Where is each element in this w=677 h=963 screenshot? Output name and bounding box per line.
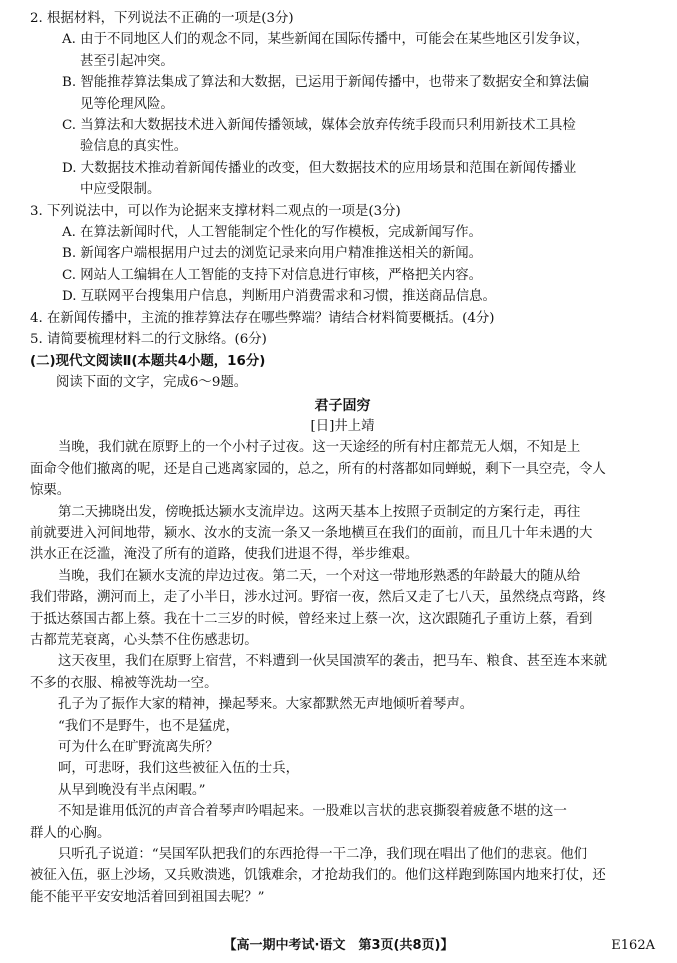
paragraph-2-line-2: 前就要进入河间地带，颍水、汝水的支流一条又一条地横亘在我们的面前，而且几十年未遇的大 [30,525,593,541]
paragraph-6-line-2: 群人的心胸。 [30,825,111,841]
q3-option-c: C. 网站人工编辑在人工智能的支持下对信息进行审核，严格把关内容。 [62,267,482,283]
paragraph-1-line-2: 面命令他们撤离的呢，还是自己逃离家园的，总之，所有的村落都如同蝉蜕，剩下一具空壳，令人 [30,461,606,477]
paragraph-3-line-2: 我们带路，溯河而上，走了小半日，涉水过河。野宿一夜，然后又走了七八天，虽然绕点弯路，终 [30,590,606,606]
q3-option-b: B. 新闻客户端根据用户过去的浏览记录来向用户精准推送相关的新闻。 [62,246,483,262]
q2-option-a: A. 由于不同地区人们的观念不同，某些新闻在国际传播中，可能会在某些地区引发争议， [62,32,590,48]
paragraph-4-line-1: 这天夜里，我们在原野上宿营，不料遭到一伙吴国溃军的袭击，把马车、粮食、甚至连本来就 [58,654,608,670]
song-line-4: 从早到晚没有半点闲暇。” [58,782,206,798]
q2-option-c-cont: 验信息的真实性。 [80,139,188,155]
passage-title: 君子固穷 [314,398,371,415]
q4-stem: 4. 在新闻传播中，主流的推荐算法存在哪些弊端？请结合材料简要概括。(4分) [30,310,495,326]
song-line-2: 可为什么在旷野流离失所？ [58,740,219,755]
paragraph-5: 孔子为了振作大家的精神，操起琴来。大家都默然无声地倾听着琴声。 [58,697,474,713]
paragraph-1-line-3: 惊栗。 [30,483,71,499]
paragraph-1-line-1: 当晚，我们就在原野上的一个小村子过夜。这一天途经的所有村庄都荒无人烟，不知是上 [58,440,581,456]
paragraph-7-line-2: 被征入伍，驱上沙场，又兵败溃逃，饥饿难余，才抢劫我们的。他们这样跑到陈国内地来打仗，还 [30,868,606,884]
footer-page-info: 【高一期中考试·语文 第3页(共8页)】 [223,938,454,953]
paragraph-3-line-4: 古都荒芜衰离，心头禁不住伤感悲切。 [30,632,258,648]
q3-option-a: A. 在算法新闻时代，人工智能制定个性化的写作模板，完成新闻写作。 [62,225,482,241]
section-instruction: 阅读下面的文字，完成6～9题。 [56,374,248,390]
q3-option-d: D. 互联网平台搜集用户信息，判断用户消费需求和习惯，推送商品信息。 [62,289,496,305]
q2-option-b: B. 智能推荐算法集成了算法和大数据，已运用于新闻传播中，也带来了数据安全和算法偏 [62,75,590,91]
q2-option-c: C. 当算法和大数据技术进入新闻传播领域，媒体会放弃传统手段而只利用新技术工具检 [62,118,576,134]
song-line-1: “我们不是野牛，也不是猛虎， [58,718,239,734]
footer-exam-code: E162A [611,938,655,953]
paragraph-2-line-3: 洪水正在泛滥，淹没了所有的道路，使我们进退不得，举步维艰。 [30,547,419,563]
paragraph-3-line-3: 于抵达蔡国古都上蔡。我在十二三岁的时候，曾经来过上蔡一次，这次跟随孔子重访上蔡，看到 [30,611,593,627]
q5-stem: 5. 请简要梳理材料二的行文脉络。(6分) [30,332,267,348]
page-footer [0,935,677,957]
section-heading: (二)现代文阅读Ⅱ(本题共4小题，16分) [30,353,266,369]
q3-stem: 3. 下列说法中，可以作为论据来支撑材料二观点的一项是(3分) [30,203,401,219]
q2-option-a-cont: 甚至引起冲突。 [80,53,174,69]
song-line-3: 呵，可悲呀，我们这些被征入伍的士兵， [58,761,300,777]
paragraph-6-line-1: 不知是谁用低沉的声音合着琴声吟唱起来。一股难以言状的悲哀撕裂着疲惫不堪的这一 [58,804,567,820]
paragraph-2-line-1: 第二天拂晓出发，傍晚抵达颍水支流岸边。这两天基本上按照子贡制定的方案行走，再往 [58,504,581,520]
paragraph-4-line-2: 不多的衣服、棉被等洗劫一空。 [30,675,218,691]
passage-author: [日]井上靖 [310,419,375,435]
q2-option-d: D. 大数据技术推动着新闻传播业的改变，但大数据技术的应用场景和范围在新闻传播业 [62,160,577,176]
paragraph-7-line-3: 能不能平平安安地活着回到祖国去呢？” [30,889,265,905]
q2-option-d-cont: 中应受限制。 [80,182,161,198]
paragraph-7-line-1: 只听孔子说道：“吴国军队把我们的东西抢得一干二净，我们现在唱出了他们的悲哀。他们 [58,847,588,863]
q2-option-b-cont: 见等伦理风险。 [80,96,174,112]
q2-stem: 2. 根据材料，下列说法不正确的一项是(3分) [30,11,294,26]
paragraph-3-line-1: 当晚，我们在颍水支流的岸边过夜。第二天，一个对这一带地形熟悉的年龄最大的随从给 [58,568,581,584]
